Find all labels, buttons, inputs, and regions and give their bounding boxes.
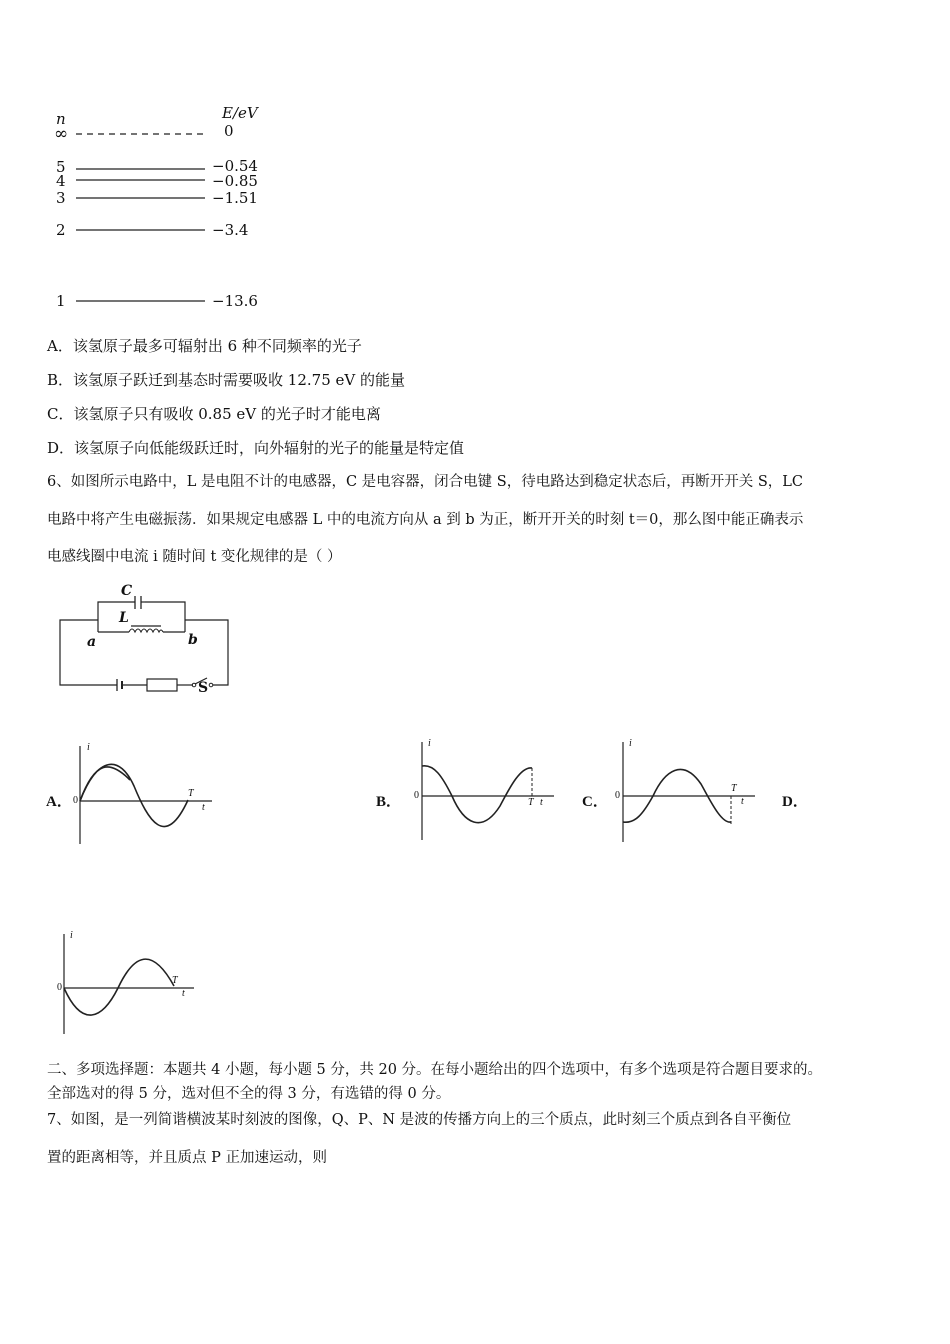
level-n-4: 4: [56, 172, 66, 190]
graph-c-T-label: T: [731, 783, 737, 794]
inductor-label: L: [119, 610, 129, 626]
q7-text-line-1: 7、如图，是一列简谐横波某时刻波的图像，Q、P、N 是波的传播方向上的三个质点，此时刻三个质点到各自平衡位: [47, 1112, 792, 1128]
graph-b-zero-label: 0: [414, 790, 419, 801]
graph-option-d-label: D．: [782, 794, 808, 810]
graph-a-zero-label: 0: [73, 795, 78, 806]
graph-a-i-label: i: [87, 742, 90, 753]
graph-c-zero-label: 0: [615, 790, 620, 801]
graph-d-zero-label: 0: [57, 982, 62, 993]
graph-d: [54, 928, 204, 1038]
graph-a-T-label: T: [188, 788, 194, 799]
graph-b-i-label: i: [428, 738, 431, 749]
q5-option-a: A．该氢原子最多可辐射出 6 种不同频率的光子: [47, 337, 362, 355]
level-e-inf: 0: [224, 122, 234, 140]
q6-text-line-1: 6、如图所示电路中，L 是电阻不计的电感器，C 是电容器，闭合电键 S，待电路达到稳定状态后，再断开开关 S，LC: [47, 474, 803, 490]
level-n-2: 2: [56, 221, 66, 239]
graph-d-i-label: i: [70, 930, 73, 941]
point-b-label: b: [188, 632, 198, 648]
energy-level-diagram: [50, 100, 280, 315]
level-n-3: 3: [56, 189, 66, 207]
level-e-3: −1.51: [212, 189, 258, 207]
graph-c-i-label: i: [629, 738, 632, 749]
q6-text-line-2: 电路中将产生电磁振荡．如果规定电感器 L 中的电流方向从 a 到 b 为正，断开开关的时刻 t＝0，那么图中能正确表示: [47, 512, 804, 528]
graph-option-b-label: B．: [376, 794, 402, 810]
q5-option-c: C．该氢原子只有吸收 0.85 eV 的光子时才能电离: [47, 405, 381, 423]
level-e-5: −0.54: [212, 157, 258, 175]
graph-d-T-label: T: [172, 975, 178, 986]
level-e-2: −3.4: [212, 221, 249, 239]
graph-option-a-label: A．: [46, 794, 72, 810]
section2-text-line-2: 全部选对的得 5 分，选对但不全的得 3 分，有选错的得 0 分。: [47, 1086, 451, 1102]
q7-text-line-2: 置的距离相等，并且质点 P 正加速运动，则: [47, 1150, 327, 1166]
switch-label: S: [198, 680, 209, 696]
q5-option-d: D．该氢原子向低能级跃迁时，向外辐射的光子的能量是特定值: [47, 439, 465, 457]
level-n-1: 1: [56, 292, 66, 310]
capacitor-label: C: [121, 583, 133, 599]
level-n-inf: ∞: [54, 124, 69, 144]
circuit-drawing: [55, 582, 240, 697]
level-e-4: −0.85: [212, 172, 258, 190]
q6-text-line-3: 电感线圈中电流 i 随时间 t 变化规律的是（ ）: [47, 549, 342, 565]
level-n-5: 5: [56, 158, 66, 176]
graph-c: [613, 736, 763, 846]
graph-b: [412, 736, 562, 846]
graph-b-t-label: t: [540, 797, 543, 808]
graph-b-plot: [412, 736, 562, 846]
graph-c-plot: [613, 736, 763, 846]
graph-option-c-label: C．: [582, 794, 608, 810]
energy-level-lines: [50, 100, 280, 315]
graph-d-t-label: t: [182, 988, 185, 999]
section2-text-line-1: 二、多项选择题：本题共 4 小题，每小题 5 分，共 20 分。在每小题给出的四个选项中，有多个选项是符合题目要求的。: [47, 1062, 823, 1078]
point-a-label: a: [87, 634, 97, 650]
graph-b-T-label: T: [528, 797, 534, 808]
n-axis-header: n: [56, 110, 66, 128]
graph-d-plot: [54, 928, 204, 1038]
e-axis-header: E/eV: [222, 104, 258, 122]
level-e-1: −13.6: [212, 292, 258, 310]
q5-option-b: B．该氢原子跃迁到基态时需要吸收 12.75 eV 的能量: [47, 371, 405, 389]
lc-circuit-diagram: [55, 582, 240, 697]
graph-a: [70, 740, 220, 850]
graph-a-t-label: t: [202, 802, 205, 813]
graph-a-plot: [70, 740, 220, 850]
graph-c-t-label: t: [741, 796, 744, 807]
